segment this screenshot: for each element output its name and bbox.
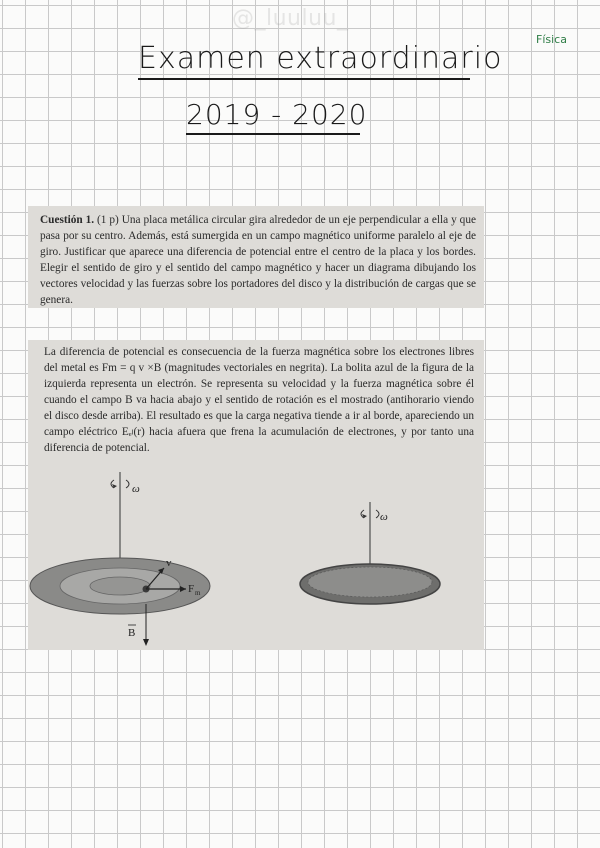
force-label: F <box>188 583 195 595</box>
right-disc-figure <box>300 502 440 604</box>
question-label: Cuestión 1. <box>40 214 95 226</box>
question-points: (1 p) <box>97 214 119 226</box>
question-body: Una placa metálica circular gira alrededor de un eje perpendicular a ella y que pasa por su centro. Además, está sumergida en un campo magnético uniforme paralelo al eje de giro. Justificar que aparece una diferencia de potencial entre el centro de la placa y los bordes. Elegir el sentido de giro y el sentido del campo magnético y hacer un diagrama dibujando los vectores velocidad y las fuerzas sobre los portadores del disco y la distribución de cargas que se genera. <box>40 214 476 306</box>
answer-scan <box>28 340 484 650</box>
subject-tag: Física <box>536 33 567 46</box>
question-text-block <box>40 212 476 308</box>
omega-label-right: ω <box>380 511 388 523</box>
force-subscript: m <box>195 589 201 597</box>
answer-text: La diferencia de potencial es consecuencia de la fuerza magnética sobre los electrones libres del metal es Fm = q v ×B (magnitudes vectoriales en negrita). La bolita azul de la figura de la izquierda representa un electrón. Se representa su velocidad y la fuerza magnética sobre él cuando el campo B va hacia abajo y el sentido de rotación es el mostrado (antihorario viendo el disco desde arriba). El resultado es que la carga negativa tiende a ir al borde, apareciendo un campo eléctrico Eₑₗ(r) hacia afuera que frena la acumulación de electrones, y por tanto una diferencia de potencial. <box>44 346 474 454</box>
academic-year: 2019 - 2020 <box>186 97 360 135</box>
disc-diagram <box>28 466 484 650</box>
page-title: Examen extraordinario <box>138 40 470 80</box>
question-scan <box>28 206 484 308</box>
field-label: B <box>128 627 136 639</box>
left-disc-figure <box>30 472 210 646</box>
omega-label-left: ω <box>132 483 140 495</box>
velocity-label: v <box>166 557 172 569</box>
watermark: @_luuluu_ <box>232 6 349 31</box>
